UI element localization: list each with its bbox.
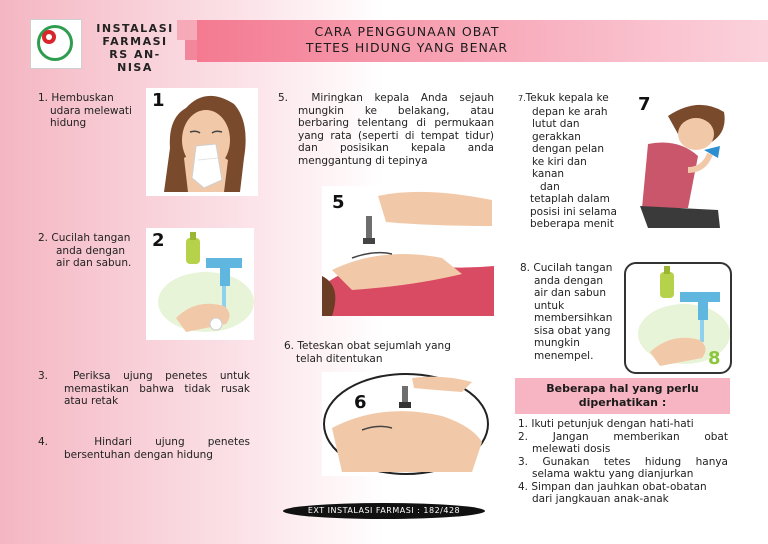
step-7-text: 7.Tekuk kepala ke depan ke arah lutut dan gerakkan dengan pelan ke kiri dan kanan dan tetaplah dalam posisi ini selama beberapa menit [518,92,617,230]
step-8-text: 8. Cucilah tangan anda dengan air dan sabun untuk membersihkan sisa obat yang mungkin menempel. [520,262,613,362]
logo-dot-icon [46,34,52,40]
step-7-illustration: 7 [628,90,730,238]
note-item: 2. Jangan memberikan obat melewati dosis [518,430,728,455]
step-8-illustration: 8 [624,262,732,374]
step-6-text: 6. Teteskan obat sejumlah yang telah ditentukan [284,340,451,365]
page-title: CARA PENGGUNAAN OBAT TETES HIDUNG YANG BENAR [305,24,509,55]
note-item: 1. Ikuti petunjuk dengan hati-hati [518,418,694,430]
notes-heading: Beberapa hal yang perlu diperhatikan : [515,378,730,414]
step-1-illustration: 1 [146,88,258,196]
header-accent-square [177,20,197,40]
step-1-text: 1. Hembuskan udara melewati hidung [38,92,132,129]
step-6-illustration: 6 [322,372,492,476]
drops-into-nose-icon [322,372,492,476]
step-2-text: 2. Cucilah tangan anda dengan air dan sabun. [38,232,132,269]
tilted-head-drops-icon [322,186,494,316]
step-4-text: 4. Hindari ujung penetes bersentuhan dengan hidung [38,436,250,461]
step-3-text: 3. Periksa ujung penetes untuk memastikan bahwa tidak rusak atau retak [38,370,250,407]
step-5-text: 5. Miringkan kepala Anda sejauh mungkin ke belakang, atau berbaring telentang di permukaan yang rata (seperti di tempat tidur) dan posisikan kepala anda menggantung di tepinya [278,92,494,167]
step-5-illustration: 5 [322,186,494,316]
note-item: 3. Gunakan tetes hidung hanya selama waktu yang dianjurkan [518,455,728,480]
hospital-logo [30,19,82,69]
step-2-illustration: 2 [146,228,254,340]
footer-label: EXT INSTALASI FARMASI : 182/428 [283,503,485,519]
header-accent-bar [185,40,197,60]
logo-ring-icon [37,25,73,61]
notes-list [518,418,728,506]
organization-name: INSTALASI FARMASI RS AN-NISA [96,22,174,74]
note-item: 4. Simpan dan jauhkan obat-obatan dari jangkauan anak-anak [518,480,707,505]
